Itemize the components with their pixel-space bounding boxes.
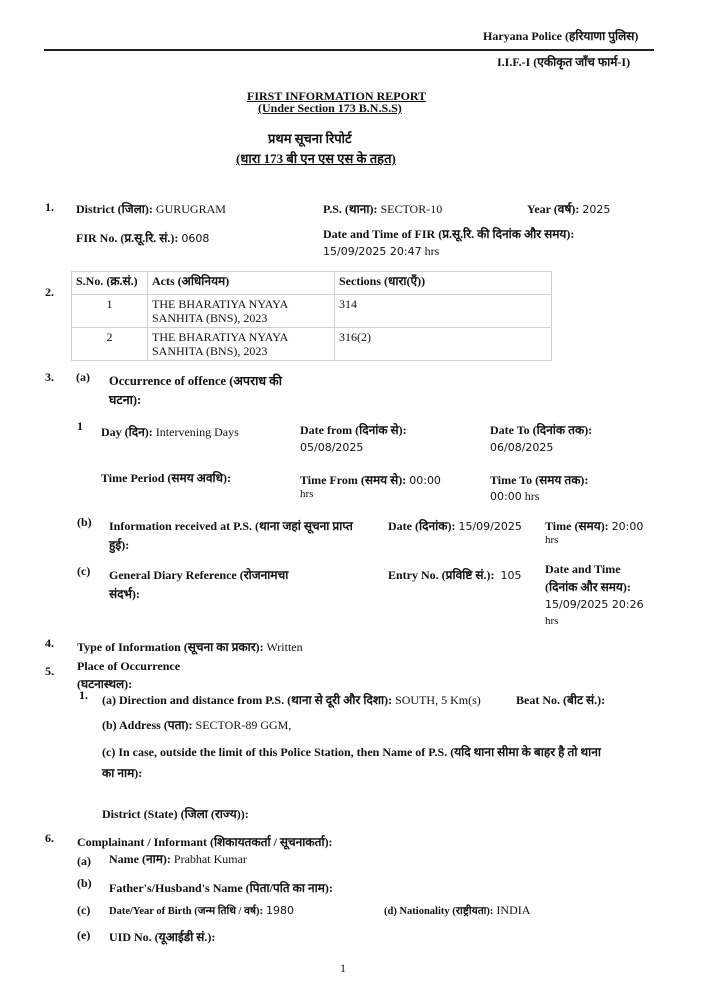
act-line: THE BHARATIYA NYAYA <box>152 297 289 311</box>
sno-cell: 2 <box>72 328 148 361</box>
info-date-label: Date (दिनांक): <box>388 519 456 533</box>
time-to-value: 00:00 <box>490 490 522 503</box>
district-label: District (जिला): <box>76 202 153 216</box>
day-field <box>101 423 239 440</box>
gd-datetime-label: Date and Time <box>545 562 621 576</box>
hrs-label: hrs <box>424 244 440 258</box>
year-field <box>527 200 610 217</box>
entry-no-label: Entry No. (प्रविष्टि सं.): <box>388 568 495 582</box>
complainant-name-field <box>109 850 247 867</box>
fir-datetime-field <box>323 244 439 259</box>
dob-field <box>109 903 294 918</box>
acts-table <box>71 271 552 361</box>
entry-no-value: 105 <box>500 569 522 582</box>
info-type-field <box>77 638 303 655</box>
time-to-field <box>490 489 539 504</box>
section-cell: 316(2) <box>335 328 552 361</box>
district-state-label: District (State) (जिला (राज्य)): <box>102 807 249 821</box>
direction-field <box>102 691 481 708</box>
address-field <box>102 716 291 733</box>
sub-item-c: (c) <box>77 564 91 578</box>
dob-label: Date/Year of Birth (जन्म तिथि / वर्ष): <box>109 906 263 917</box>
place-label-cont: (घटनास्थल): <box>77 677 133 691</box>
act-line: SANHITA (BNS), 2023 <box>152 311 268 325</box>
gd-ref-label-cont: संदर्भ): <box>109 587 140 601</box>
info-time-value: 20:00 <box>611 520 644 533</box>
beat-no-label: Beat No. (बीट सं.): <box>516 693 606 707</box>
gd-datetime-label-cont: (दिनांक और समय): <box>545 580 631 594</box>
ps-field <box>323 200 442 217</box>
hrs-label: hrs <box>300 488 314 500</box>
nationality-label: (d) Nationality (राष्ट्रीयता): <box>384 906 494 917</box>
info-received-label: Information received at P.S. (थाना जहां सूचना प्राप्त <box>109 519 353 533</box>
address-value: SECTOR-89 GGM, <box>195 718 292 732</box>
fir-no-field <box>76 229 209 246</box>
info-date-value: 15/09/2025 <box>458 520 522 533</box>
direction-label: (a) Direction and distance from P.S. (थाना से दूरी और दिशा): <box>102 693 393 707</box>
info-time-field <box>545 517 643 534</box>
ps-value: SECTOR-10 <box>380 202 443 216</box>
sub-item-a: (a) <box>76 370 90 384</box>
sub-item-e: (e) <box>77 928 91 942</box>
info-type-value: Written <box>266 640 303 654</box>
sub-item-a: (a) <box>77 854 91 868</box>
year-value: 2025 <box>582 203 611 216</box>
section-number: 5. <box>45 664 54 678</box>
ps-label: P.S. (थाना): <box>323 202 378 216</box>
time-to-label: Time To (समय तक): <box>490 473 589 487</box>
page-number: 1 <box>340 961 346 975</box>
item-number: 1 <box>77 419 83 433</box>
section-number: 1. <box>45 200 54 214</box>
sub-item-b: (b) <box>77 876 92 890</box>
sno-cell: 1 <box>72 295 148 328</box>
item-number: 1. <box>79 688 88 702</box>
time-from-label: Time From (समय से): <box>300 473 407 487</box>
hrs-label: hrs <box>545 534 559 546</box>
date-to-label: Date To (दिनांक तक): <box>490 423 593 437</box>
hrs-label: hrs <box>545 615 559 627</box>
section-number: 6. <box>45 831 54 845</box>
complainant-label: Complainant / Informant (शिकायतकर्ता / सूचनाकर्ता): <box>77 835 333 849</box>
address-label: (b) Address (पता): <box>102 718 193 732</box>
entry-no-field <box>388 566 522 583</box>
direction-value: SOUTH, 5 Km(s) <box>395 693 481 707</box>
table-row <box>72 295 552 328</box>
day-label: Day (दिन): <box>101 425 153 439</box>
fir-no-value: 0608 <box>181 232 210 245</box>
nationality-field <box>384 903 530 918</box>
act-line: THE BHARATIYA NYAYA <box>152 330 289 344</box>
title-en: FIRST INFORMATION REPORT <box>247 89 427 103</box>
uid-label: UID No. (यूआईडी सं.): <box>109 930 216 944</box>
fir-datetime-label: Date and Time of FIR (प्र.सू.रि. की दिनांक और समय): <box>323 227 575 241</box>
act-cell <box>148 328 335 361</box>
time-period-label: Time Period (समय अवधि): <box>101 471 231 485</box>
sub-item-c: (c) <box>77 903 91 917</box>
fir-no-label: FIR No. (प्र.सू.रि. सं.): <box>76 231 179 245</box>
sub-item-b: (b) <box>77 515 92 529</box>
subtitle-hi: (धारा 173 बी एन एस एस के तहत) <box>236 151 396 166</box>
info-received-label-cont: हुई): <box>109 538 130 552</box>
fir-datetime-value: 15/09/2025 20:47 <box>323 245 422 258</box>
year-label: Year (वर्ष): <box>527 202 580 216</box>
info-time-label: Time (समय): <box>545 519 609 533</box>
time-from-value: 00:00 <box>409 474 441 487</box>
date-to-value: 06/08/2025 <box>490 441 554 454</box>
outside-ps-label-cont: का नाम): <box>102 766 143 780</box>
occurrence-label-cont: घटना): <box>109 393 142 407</box>
day-value: Intervening Days <box>155 425 239 439</box>
col-header-acts: Acts (अधिनियम) <box>148 272 335 295</box>
org-name: Haryana Police (हरियाणा पुलिस) <box>483 29 639 43</box>
father-name-label: Father's/Husband's Name (पिता/पति का नाम): <box>109 881 333 895</box>
subtitle-en: (Under Section 173 B.N.S.S) <box>258 101 402 115</box>
time-from-field <box>300 471 441 488</box>
col-header-sno: S.No. (क्र.सं.) <box>72 272 148 295</box>
outside-ps-label: (c) In case, outside the limit of this Police Station, then Name of P.S. (यदि थाना सीमा के बाहर है तो थाना <box>102 745 602 759</box>
occurrence-label: Occurrence of offence (अपराध की <box>109 374 283 388</box>
info-type-label: Type of Information (सूचना का प्रकार): <box>77 640 264 654</box>
date-from-value: 05/08/2025 <box>300 441 364 454</box>
section-number: 2. <box>45 285 54 299</box>
header-rule <box>44 49 654 51</box>
date-from-label: Date from (दिनांक से): <box>300 423 407 437</box>
act-cell <box>148 295 335 328</box>
district-value: GURUGRAM <box>155 202 226 216</box>
gd-ref-label: General Diary Reference (रोजनामचा <box>109 568 289 582</box>
info-date-field <box>388 517 522 534</box>
gd-datetime-value: 15/09/2025 20:26 <box>545 598 644 611</box>
hrs-label: hrs <box>524 489 540 503</box>
place-label: Place of Occurrence <box>77 659 181 673</box>
nationality-value: INDIA <box>496 903 531 917</box>
form-name: I.I.F.-I (एकीकृत जाँच फार्म-I) <box>497 55 631 69</box>
table-header-row <box>72 272 552 295</box>
act-line: SANHITA (BNS), 2023 <box>152 344 268 358</box>
district-field <box>76 200 226 217</box>
name-value: Prabhat Kumar <box>173 852 247 866</box>
section-number: 4. <box>45 636 54 650</box>
section-number: 3. <box>45 370 54 384</box>
section-cell: 314 <box>335 295 552 328</box>
col-header-sections: Sections (धारा(एँ)) <box>335 272 552 295</box>
name-label: Name (नाम): <box>109 852 171 866</box>
dob-value: 1980 <box>265 904 294 917</box>
title-hi: प्रथम सूचना रिपोर्ट <box>268 131 352 146</box>
table-row <box>72 328 552 361</box>
